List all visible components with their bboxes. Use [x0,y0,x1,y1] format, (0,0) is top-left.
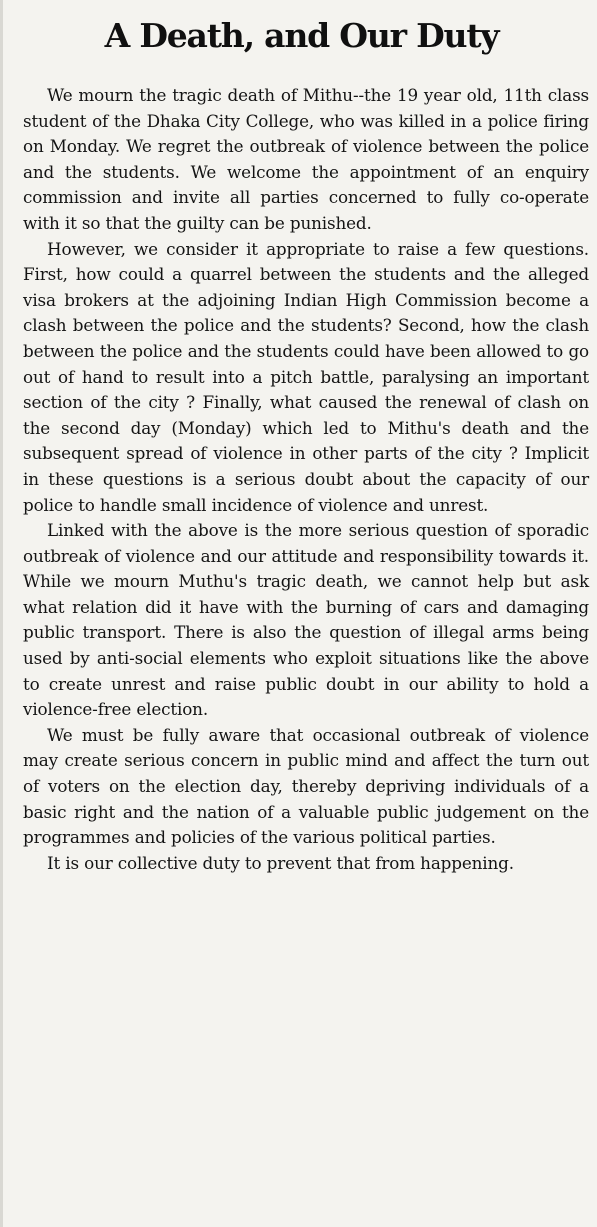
paragraph-3: Linked with the above is the more serious question of sporadic outbreak of violence and our attitude and responsibility towards it. While we mourn Muthu's tragic death, we cannot help but ask what relation did it have with the burning of cars and damaging public transport. There is also the question of illegal arms being used by anti-social elements who exploit situations like the above to create unrest and raise public doubt in our ability to hold a violence-free election. [23,520,589,720]
article-body [23,83,589,876]
paragraph-2: However, we consider it appropriate to raise a few questions. First, how could a quarrel between the students and the alleged visa brokers at the adjoining Indian High Commission become a clash between the police and the students? Second, how the clash between the police and the students could have been allowed to go out of hand to result into a pitch battle, paralysing an important section of the city ? Finally, what caused the renewal of clash on the second day (Monday) which led to Mithu's death and the subsequent spread of violence in other parts of the city ? Implicit in these questions is a serious doubt about the capacity of our police to handle small incidence of violence and unrest. [23,238,589,515]
paragraph-1: We mourn the tragic death of Mithu--the 19 year old, 11th class student of the Dhaka City College, who was killed in a police firing on Monday. We regret the outbreak of violence between the police and the students. We welcome the appointment of an enquiry commission and invite all parties concerned to fully co-operate with it so that the guilty can be punished. [23,85,589,233]
paragraph-5: It is our collective duty to prevent that from happening. [47,852,514,873]
paragraph-4: We must be fully aware that occasional outbreak of violence may create serious concern in public mind and affect the turn out of voters on the election day, thereby depriving individuals of a basic right and the nation of a valuable public judgement on the programmes and policies of the various political parties. [23,724,589,848]
headline: A Death, and Our Duty [104,16,499,55]
